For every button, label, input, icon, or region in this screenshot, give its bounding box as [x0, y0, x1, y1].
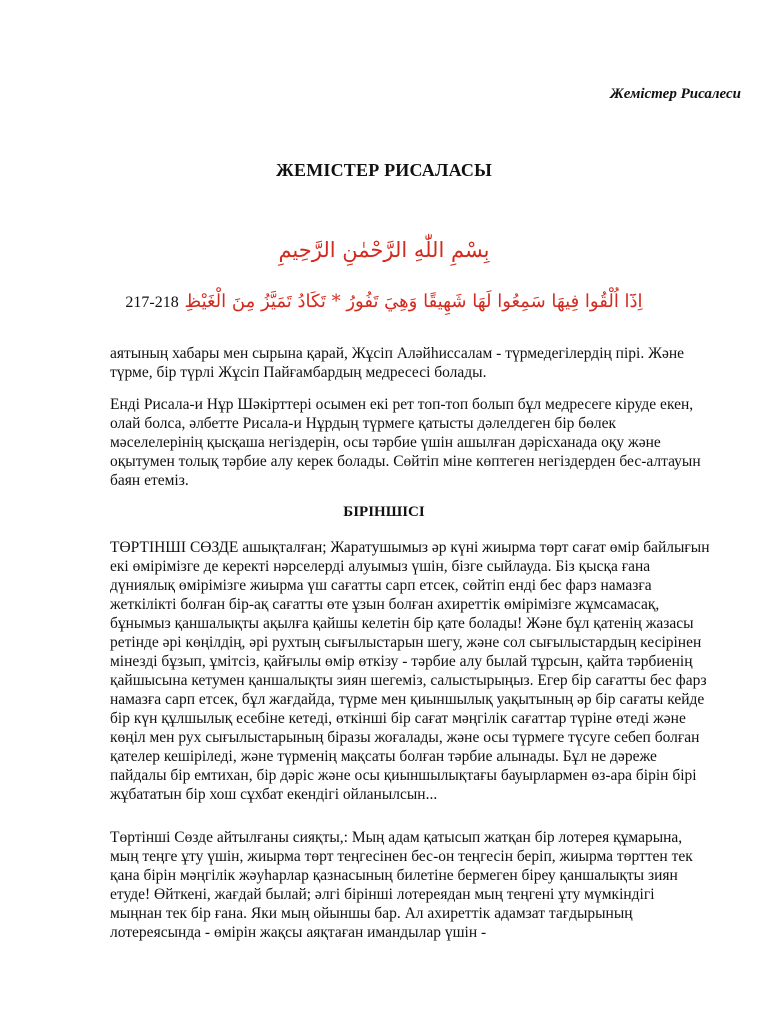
section-paragraph-2: Төртінші Сөзде айтылғаны сияқты,: Мың адам қатысып жатқан бір лотерея құмарына, мың теңге ұту үшін, жиырма төрт теңгесінен бес-он теңгесін беріп, жиырма төрттен тек қана бірін мәңгілік жәуһарлар қазнасының билетіне бермеген біреу қаншалықты зиян етуде! Өйткені, жағдай былай; әлгі бірінші лотереядан мың теңгені ұту мүмкіндігі мыңнан тек бір ғана. Яки мың ойыншы бар. Ал ахиреттік адамзат тағдырының лотереясында - өмірін жақсы аяқтаған имандылар үшін - — [110, 829, 693, 941]
section-paragraph-1: ТӨРТІНШІ СӨЗДЕ ашықталған; Жаратушымыз әр күні жиырма төрт сағат өмір байлығын екі өмірімізге де керекті нәрселерді алуымыз үшін, бізге сыйлауда. Біз қысқа ғана дүниялық өмірімізге жиырма үш сағатты сарп етсек, сөйтіп енді бес фарз намазға жеткілікті болған бір-ақ сағатты өте ұзын болған ахиреттік өмірімізге жұмсамасақ, бұнымыз қаншалықты ақылға қайшы келетін бір қате болады! Және бұл қатенің жазасы ретінде әрі көңілдің, әрі рухтың сығылыстарын шегу, және сол сығылыстардың кесірінен мінезді бұзып, ұмітсіз, қайғылы өмір өткізу - тәрбие алу былай тұрсын, қайта тәрбиенің қайшысына кетумен қаншалықты зиян шегеміз, салыстырыңыз. Егер бір сағатты бес фарз намазға сарп етсек, бұл жағдайда, түрме мен қиыншылық уақытының әр бір сағаты кейде бір күн құлшылық есебіне кетеді, өткінші бір сағат мәңгілік сағаттар түріне өтеді және көңіл мен рух сығылыстарының біразы жоғалады, және осы түрмеге түсуге себеп болған қателер кешіріледі, және түрменің мақсаты болған тәрбие алынады. Бұл не дәреже пайдалы бір емтихан, бір дәріс және осы қиыншылықтағы бауырлармен өз-ара бірін бірі жұбататын бір хош сұхбат екендігі ойланылсын... — [110, 539, 710, 803]
intro-paragraph-2: Енді Рисала-и Нұр Шәкірттері осымен екі рет топ-топ болып бұл медресеге кіруде екен, олай болса, әлбетте Рисала-и Нұрдың түрмеге қатысты дәлелдеген бір бөлек мәселелерінің қысқаша негіздерін, осы тәрбие үшін ашылған дәрісханада оқу және оқытумен толық тәрбие алу керек болады. Сөйтіп міне көптеген негіздерден бес-алтауын баян етеміз. — [110, 396, 701, 489]
verse-reference: 217-218 — [125, 294, 179, 311]
basmala-arabic: بِسْمِ اللّٰهِ الرَّحْمٰنِ الرَّحِيمِ — [278, 238, 490, 262]
verse-arabic: اِذَٓا اُلْقُوا فِيهَا سَمِعُوا لَهَا شَهِيقًا وَهِيَ تَفُورُ * تَكَادُ تَمَيَّزُ مِنَ الْغَيْظِ — [184, 291, 643, 312]
verse-line — [0, 291, 768, 312]
intro-paragraph-1: аятының хабары мен сырына қарай, Жұсіп Аләйһиссалам - түрмедегілердің пірі. Және түрме, бір түрлі Жұсіп Пайғамбардың медресесі болады. — [110, 345, 685, 381]
section-heading: БІРІНШІСІ — [343, 504, 425, 520]
running-header: Жемістер Рисалеси — [610, 86, 741, 102]
document-title: ЖЕМІСТЕР РИСАЛАСЫ — [276, 160, 492, 180]
